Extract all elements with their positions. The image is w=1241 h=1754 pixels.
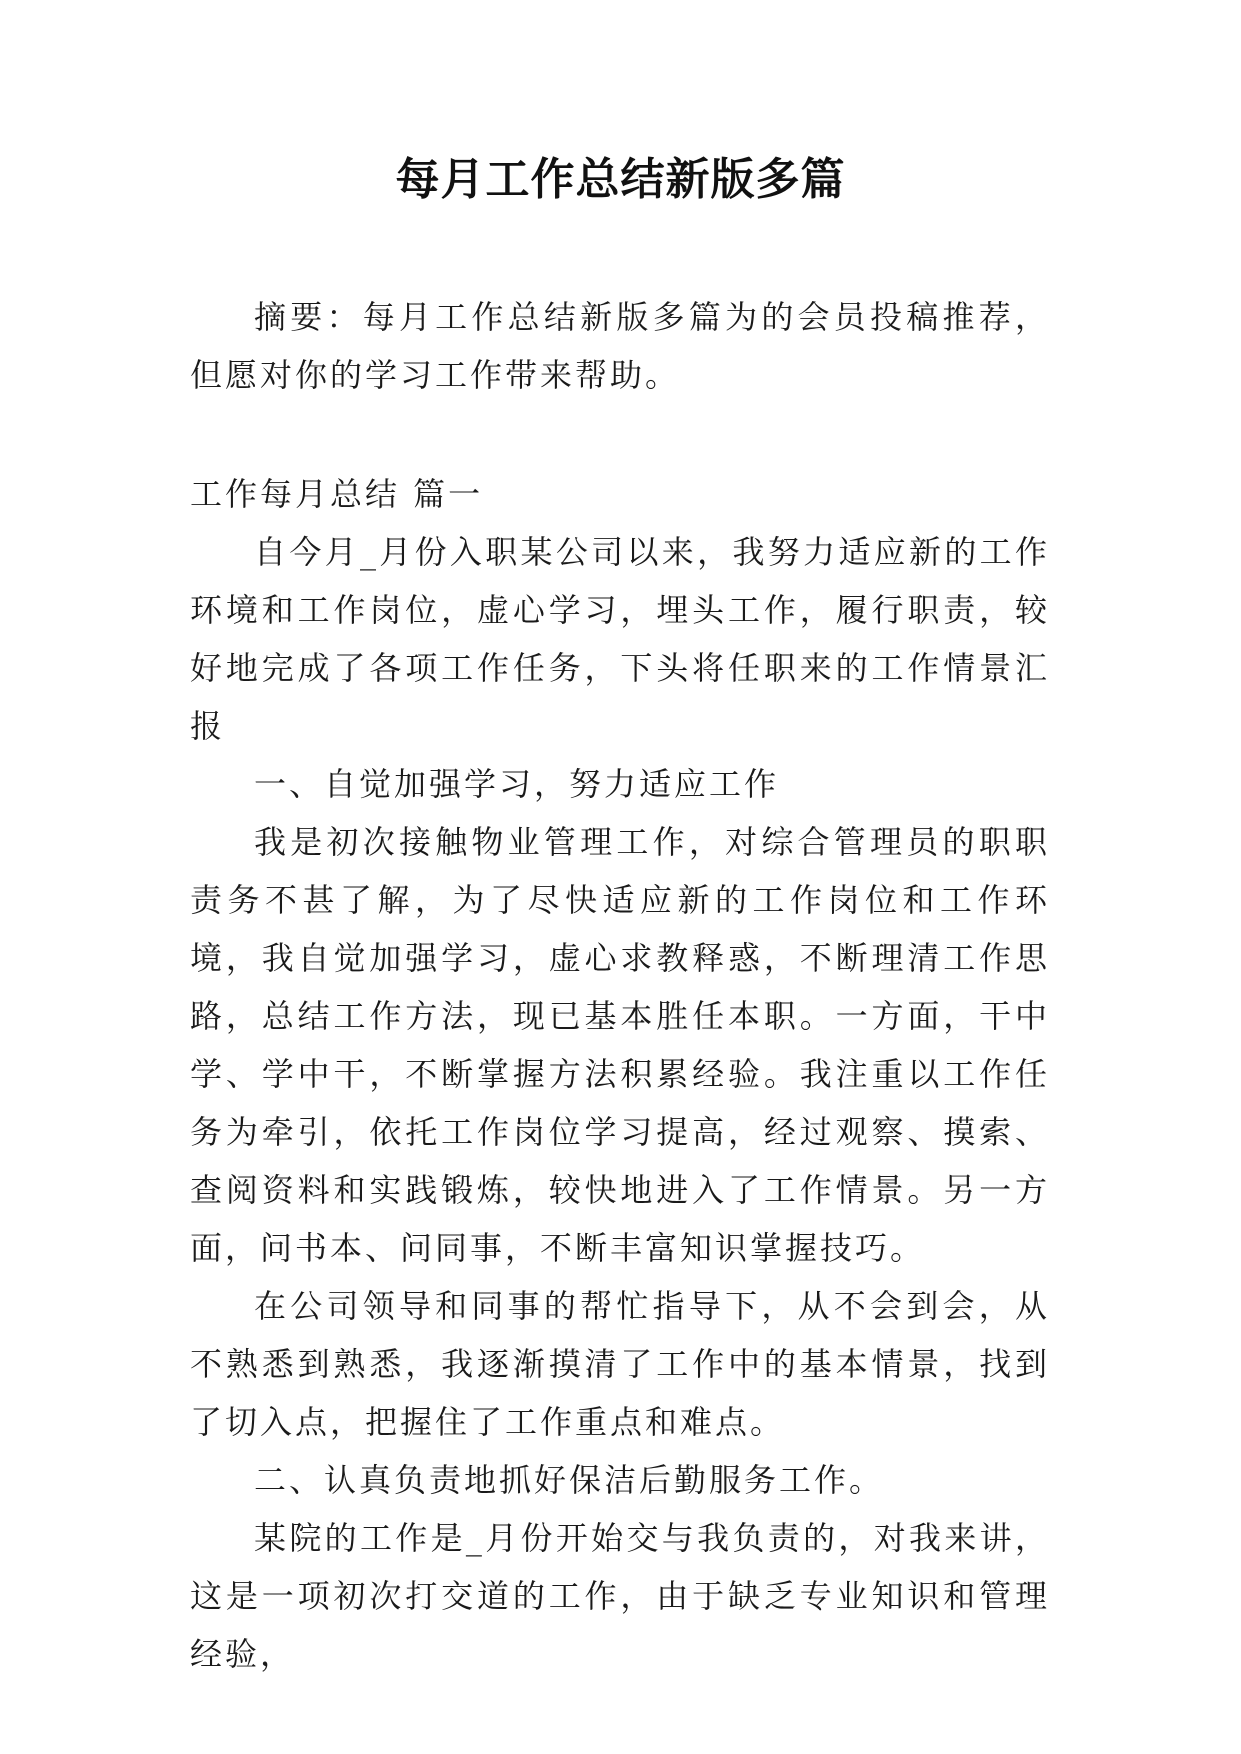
body-heading: 一、自觉加强学习，努力适应工作: [254, 765, 780, 803]
body-paragraph: 自今月_月份入职某公司以来，我努力适应新的工作环境和工作岗位，虚心学习，埋头工作，履行职责，较好地完成了各项工作任务，下头将任职来的工作情景汇报: [190, 533, 1050, 745]
body-paragraph: 某院的工作是_月份开始交与我负责的，对我来讲，这是一项初次打交道的工作，由于缺乏专业知识和管理经验，: [190, 1519, 1050, 1673]
body-heading: 二、认真负责地抓好保洁后勤服务工作。: [254, 1461, 885, 1499]
abstract-block: [190, 288, 1050, 404]
body-paragraph: 我是初次接触物业管理工作，对综合管理员的职职责务不甚了解，为了尽快适应新的工作岗位和工作环境，我自觉加强学习，虚心求教释惑，不断理清工作思路，总结工作方法，现已基本胜任本职。一方面，干中学、学中干，不断掌握方法积累经验。我注重以工作任务为牵引，依托工作岗位学习提高，经过观察、摸索、查阅资料和实践锻炼，较快地进入了工作情景。另一方面，问书本、问同事，不断丰富知识掌握技巧。: [190, 823, 1050, 1267]
section-title: 工作每月总结 篇一: [190, 475, 484, 513]
body-paragraph: 在公司领导和同事的帮忙指导下，从不会到会，从不熟悉到熟悉，我逐渐摸清了工作中的基本情景，找到了切入点，把握住了工作重点和难点。: [190, 1287, 1050, 1441]
document-title: 每月工作总结新版多篇: [395, 154, 846, 205]
document-body: [190, 465, 1050, 1683]
abstract-paragraph: 摘要：每月工作总结新版多篇为的会员投稿推荐，但愿对你的学习工作带来帮助。: [190, 298, 1050, 394]
